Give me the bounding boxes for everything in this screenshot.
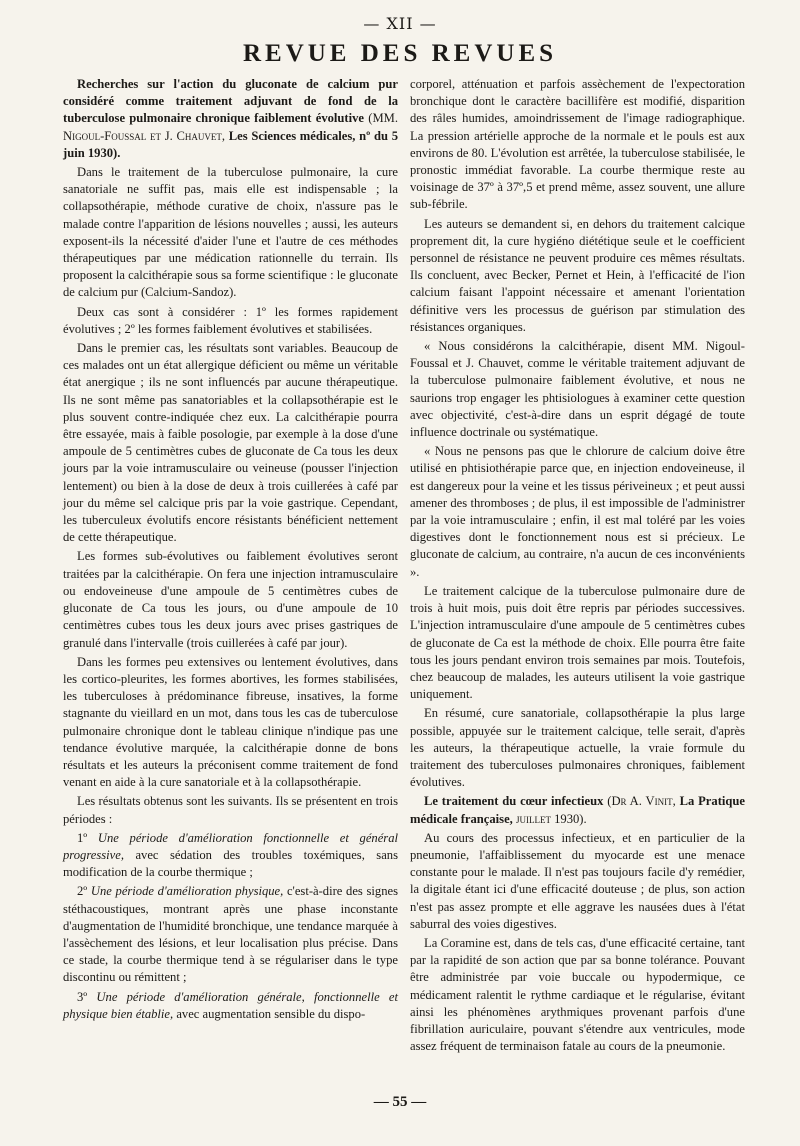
article1-heading [63, 76, 398, 162]
article2-title: Le traitement du cœur infectieux [424, 794, 604, 809]
article1-source: Les Sciences médicales, nº du 5 juin 1930). [63, 128, 399, 160]
left-column [63, 76, 398, 1025]
article2-source: La Pratique médicale française, [410, 794, 745, 826]
article2-paragraph: Au cours des processus infectieux, et en particulier de la pneumonie, l'affaiblissement du myocarde est une menace constante pour le malade. Il n'est pas toujours facile d'y remédier, la digitale étant ici d'une efficacité douteuse ; de plus, son action n'est pas assez prompte et elle aggrave les nausées dues à l'état saburral des voies digestives. [410, 830, 745, 931]
article1-paragraph: « Nous considérons la calcithérapie, disent MM. Nigoul-Foussal et J. Chauvet, comme le véritable traitement adjuvant de la tuberculose pulmonaire faiblement évolutive, et nous ne saurions trop engager les phtisiologues à examiner cette question avec objectivité, c'est-à-dire dans un esprit dégagé de toute influence doctrinale ou systématique. [410, 339, 745, 440]
article1-paragraph: Les formes sub-évolutives ou faiblement évolutives seront traitées par la calcithérapie. On fera une injection intramusculaire ou endoveineuse d'une ampoule de 5 centimètres cubes de gluconate de Ca tous les jours, ou d'une ampoule de 10 centimètres cubes tous les deux jours avec prises gastriques de granulé dans l'intervalle (trois cuillerées à café par jour). [63, 549, 398, 650]
article2-heading [410, 793, 745, 827]
page-roman-numeral: — XII — [363, 14, 437, 33]
article1-title: Recherches sur l'action du gluconate de calcium pur considéré comme traitement adjuvant de fond de la tuberculose pulmonaire chronique faiblement évolutive [63, 77, 398, 126]
article1-paragraph: Les auteurs se demandent si, en dehors du traitement calcique proprement dit, la cure hygiéno diététique seule et le coefficient personnel de résistance ne peuvent produire ces mêmes résultats. Ils concluent, avec Becker, Pernet et Hein, à l'efficacité de l'ion calcium faisant l'appoint nécessaire et amenant l'orientation définitive vers les processus de guérison par stimulation des résistances organiques. [410, 216, 745, 334]
article1-authors: (MM. Nigoul-Foussal et J. Chauvet, [63, 111, 399, 143]
article2-authors: (Dr A. Vinit, [607, 794, 676, 809]
period-item: 3º Une période d'amélioration générale, fonctionnelle et physique bien établie, avec augmentation sensible du dispo- [63, 989, 399, 1021]
right-column [410, 76, 745, 1057]
article1-paragraph: Deux cas sont à considérer : 1º les formes rapidement évolutives ; 2º les formes faiblement évolutives et stabilisées. [63, 304, 398, 336]
article1-paragraph: Dans le traitement de la tuberculose pulmonaire, la cure sanatoriale ne suffit pas, mais elle est indispensable ; la collapsothérapie, méthode curative de choix, n'assure pas le malade contre l'apparition de lésions nouvelles ; aussi, les auteurs exposent-ils la nécessité d'aider l'une et l'autre de ces méthodes thérapeutiques par une médication rationnelle du terrain. Ils proposent la calcithérapie sous sa forme scientifique : le gluconate de calcium pur (Calcium-Sandoz). [63, 165, 398, 300]
article2-paragraph: La Coramine est, dans de tels cas, d'une efficacité certaine, tant par la rapidité de son action que par sa bonne tolérance. Pouvant être administrée par voie buccale ou hypodermique, ce médicament ralentit le rythme cardiaque et le régularise, évitant ainsi les phénomènes arythmiques provenant parfois d'une fibrillation auriculaire, pouvant s'étendre aux ventricules, mode assez fréquent de terminaison fatale au cours de la pneumonie. [410, 935, 745, 1054]
section-title: REVUE DES REVUES [242, 40, 558, 67]
article1-paragraph: Dans les formes peu extensives ou lentement évolutives, dans les cortico-pleurites, les formes abortives, les formes stabilisées, les tuberculoses à prédominance fibreuse, insatives, la forme stagnante du vieillard en un mot, dans tous les cas de tuberculose pulmonaire chronique dont le tableau clinique n'indique pas une tendance évolutive marquée, la calcithérapie donne de bons résultats et les auteurs la préconisent comme traitement de fond venant en aide à la cure sanatoriale et à la collapsothérapie. [63, 654, 398, 790]
article1-paragraph: Dans le premier cas, les résultats sont variables. Beaucoup de ces malades ont un état allergique déficient ou même un véritable état anergique ; ils ne sont influencés par aucune thérapeutique. Ils ne sont même pas sanatoriables et la collapsothérapie est le plus souvent contre-indiquée chez eux. La calcithérapie pourra être essayée, mais à faible posologie, par exemple à la dose d'une ampoule de 5 centimètres cubes de gluconate de Ca tous les deux jours par la voie intramusculaire ou veineuse (pousser l'injection lentement) ou bien à la dose de deux à trois cuillerées à café par jour du même sel calcique pris par la voie gastrique. Cependant, les tuberculeux évolutifs encore résistants bénéficient nettement de cette thérapeutique. [63, 341, 398, 545]
article1-paragraph: Le traitement calcique de la tuberculose pulmonaire dure de trois à huit mois, puis doit être repris par périodes successives. L'injection intramusculaire d'une ampoule de 5 centimètres cubes de gluconate de Ca est la méthode de choix. Elle pourra être faite tous les jours pendant environ trois semaines par mois. Toutefois, chez beaucoup de malades, les auteurs utilisent la voie gastrique uniquement. [410, 583, 745, 702]
period-item: 1º Une période d'amélioration fonctionnelle et général progressive, avec sédation des troubles toxémiques, sans modification de la courbe thermique ; [63, 830, 398, 880]
article1-paragraph: Les résultats obtenus sont les suivants. Ils se présentent en trois périodes : [63, 794, 398, 826]
article1-paragraph: En résumé, cure sanatoriale, collapsothérapie la plus large possible, appuyée sur le traitement calcique, telle serait, d'après les auteurs, la thérapeutique actuelle, la vraie formule du traitement des tuberculoses pulmonaires chroniques, faiblement évolutives. [410, 706, 745, 790]
page-folio: — 55 — [373, 1094, 427, 1110]
article2-date: juillet 1930). [515, 811, 587, 826]
article1-continuation: corporel, atténuation et parfois assèchement de l'expectoration bronchique dont le caractère bacillifère est modifié, disparition des râles humides, amoindrissement de l'image radiographique. La pression artérielle approche de la normale et le pouls est aux environs de 80. L'évolution est arrêtée, la tuberculose stabilisée, le pronostic immédiat favorable. La courbe thermique reste au voisinage de 37º à 37º,5 et prend même, assez souvent, une allure sub-fébrile. [410, 77, 745, 212]
period-item: 2º Une période d'amélioration physique, c'est-à-dire des signes stéthacoustiques, montrant après une phase inconstante d'augmentation de l'humidité bronchique, une tendance marquée à l'assèchement des lésions, et leur localisation plus précise. Dans ce stade, la courbe thermique tend à se régulariser dans le type discontinu ou rémittent ; [63, 884, 398, 985]
article1-paragraph: « Nous ne pensons pas que le chlorure de calcium doive être utilisé en phtisiothérapie parce que, en injection endoveineuse, il est dangereux pour la veine et les tissus périveineux ; et peut aussi amener des thromboses ; de plus, il est impossible de l'administrer par la voie intramusculaire ; enfin, il est mal toléré par les voies digestives dont le fonctionnement nous est si précieux. Le gluconate de calcium, au contraire, n'a aucun de ces inconvénients ». [410, 444, 745, 579]
